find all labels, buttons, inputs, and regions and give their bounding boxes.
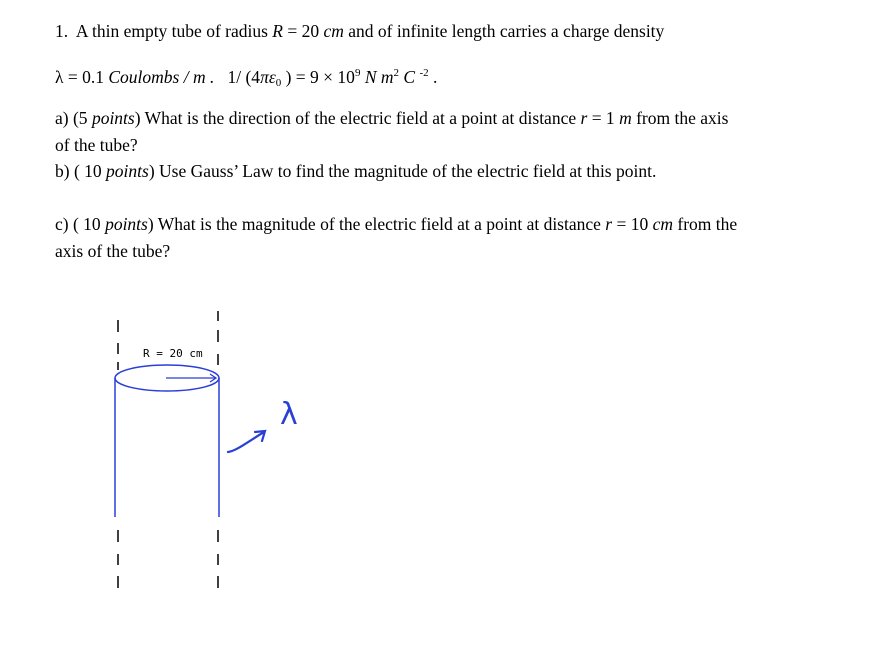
part-a-question-continued: of the tube? xyxy=(55,135,138,155)
lambda-symbol: λ xyxy=(55,67,64,87)
radius-label: R = 20 cm xyxy=(143,347,203,360)
lower-dashed-axis-lines xyxy=(118,530,218,588)
radius-symbol: R xyxy=(272,21,283,41)
tube-outline xyxy=(115,365,219,517)
upper-dashed-axis-lines xyxy=(118,311,218,370)
problem-statement-line-1: 1. A thin empty tube of radius R = 20 cm and of infinite length carries a charge density xyxy=(55,21,665,41)
part-c-question: c) ( 10 points) What is the magnitude of the electric field at a point at distance r = 10 cm from the xyxy=(55,214,738,234)
part-a-question: a) (5 points) What is the direction of the electric field at a point at distance r = 1 m from the axis xyxy=(55,108,729,128)
problem-number: 1. xyxy=(55,21,69,41)
problem-statement-line-2: λ = 0.1 Coulombs / m . 1/ ($4\pi\varepsilon_0$ ) = $9 \times 10^9$ N $m^2$ C $^{-2}$ . xyxy=(55,67,438,89)
radius-arrow xyxy=(166,374,216,382)
part-c-question-continued: axis of the tube? xyxy=(55,241,171,261)
lambda-arrow xyxy=(228,431,265,452)
part-b-question: b) ( 10 points) Use Gauss’ Law to find the magnitude of the electric field at this point. xyxy=(55,161,657,181)
lambda-label: λ xyxy=(280,397,298,432)
